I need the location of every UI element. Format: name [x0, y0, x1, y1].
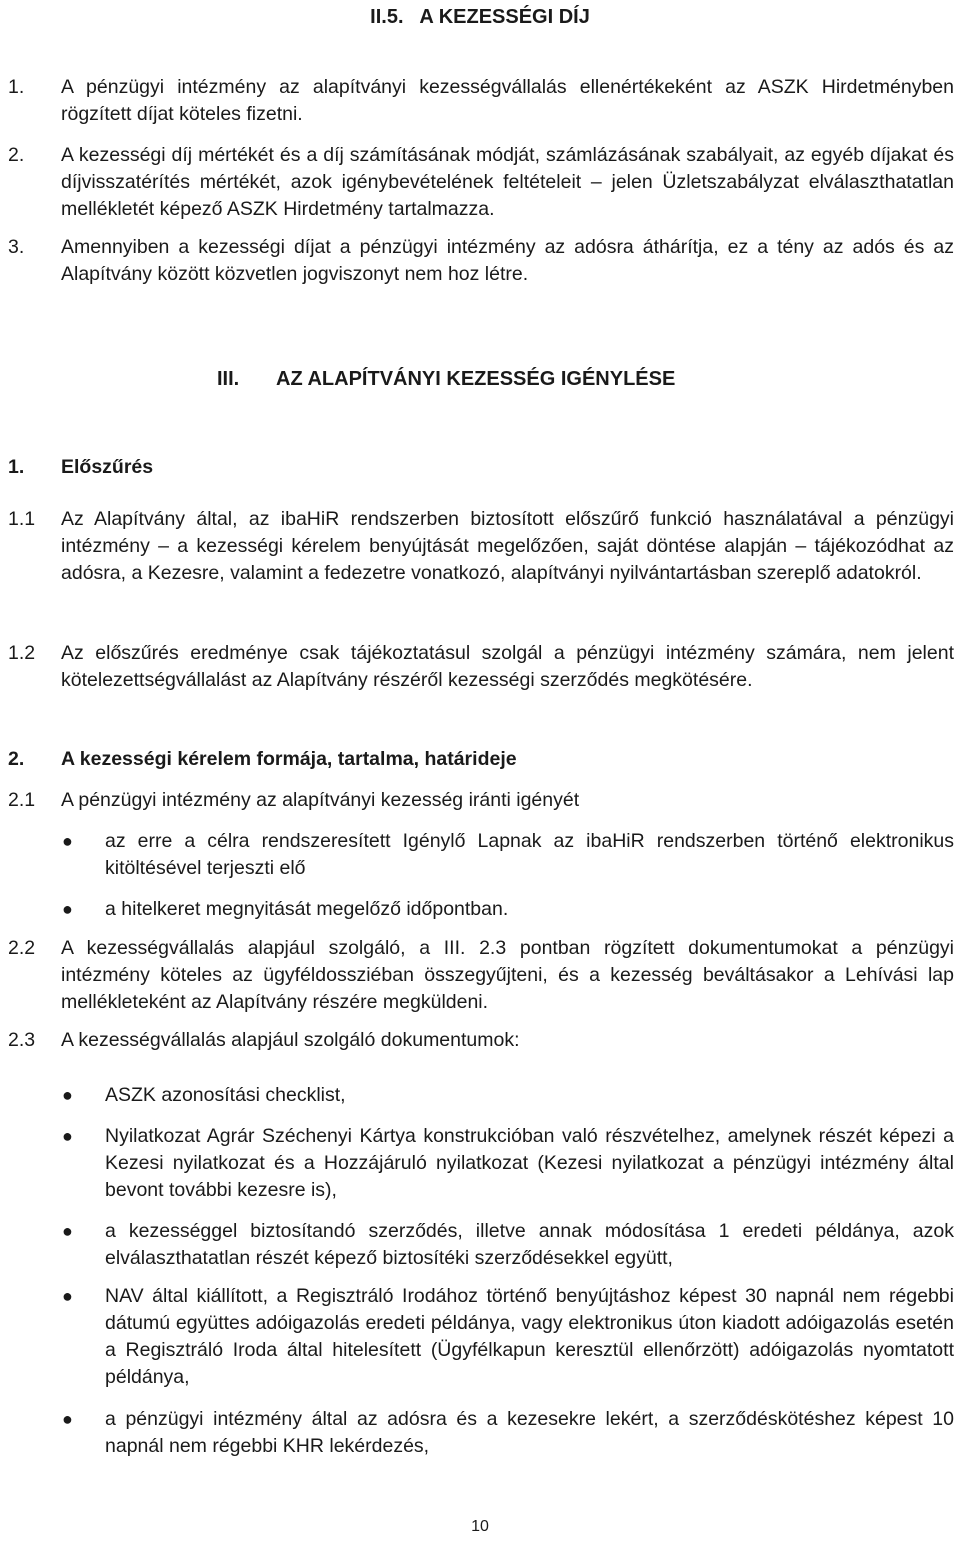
- item-number: 3.: [8, 236, 25, 258]
- paragraph: Az előszűrés eredménye csak tájékoztatásul szolgál a pénzügyi intézmény számára, nem jelent kötelezettségvállalást az Alapítvány részéről kezességi szerződés megkötésére.: [61, 642, 954, 691]
- subsection-number: 2.: [8, 748, 25, 770]
- bullet-icon: ●: [62, 1286, 73, 1306]
- paragraph: A kezességi díj mértékét és a díj számításának módját, számlázásának szabályait, az egyéb díjakat és díjvisszatérítés mértékét, azok igénybevételének feltételeit – jelen Üzletszabályzat elválaszthatatlan mellékletét képező ASZK Hirdetmény tartalmazza.: [61, 144, 954, 220]
- list-item: a kezességgel biztosítandó szerződés, illetve annak módosítása 1 eredeti példánya, azok elválaszthatatlan részét képező biztosítéki szerződésekkel együtt,: [105, 1220, 954, 1269]
- paragraph: Az Alapítvány által, az ibaHiR rendszerben biztosított előszűrő funkció használatával a pénzügyi intézmény – a kezességi kérelem benyújtását megelőzően, saját döntése alapján – tájékozódhat az adósra, a Kezesre, valamint a fedezetre vonatkozó, alapítványi nyilvántartásban szereplő adatokról.: [61, 508, 954, 584]
- list-item: ASZK azonosítási checklist,: [105, 1084, 346, 1106]
- subsection-number: 1.: [8, 456, 25, 478]
- paragraph: A pénzügyi intézmény az alapítványi kezességvállalás ellenértékeként az ASZK Hirdetményben rögzített díjat köteles fizetni.: [61, 76, 954, 125]
- page-number: 10: [471, 1518, 489, 1535]
- paragraph: A pénzügyi intézmény az alapítványi kezesség iránti igényét: [61, 789, 580, 811]
- list-item: NAV által kiállított, a Regisztráló Irodához történő benyújtáshoz képest 30 napnál nem régebbi dátumú együttes adóigazolás eredeti példánya, vagy elektronikus úton kiadott adóigazolás esetén a Regisztráló Iroda által hitelesített (Ügyfélkapun keresztül ellenőrzött) adóigazolás nyomtatott példánya,: [105, 1285, 954, 1388]
- bullet-icon: ●: [62, 899, 73, 919]
- paragraph: A kezességvállalás alapjául szolgáló, a III. 2.3 pontban rögzített dokumentumokat a pénzügyi intézmény köteles az ügyféldossziéban összegyűjteni, és a kezesség beváltásakor a Lehívási lap mellékleteként az Alapítvány részére megküldeni.: [61, 937, 954, 1013]
- bullet-icon: ●: [62, 1221, 73, 1241]
- chapter-roman-numeral: III.: [217, 368, 240, 390]
- bullet-icon: ●: [62, 1085, 73, 1105]
- list-item: a hitelkeret megnyitását megelőző időpontban.: [105, 898, 509, 920]
- bullet-icon: ●: [62, 831, 73, 851]
- paragraph-number: 2.3: [8, 1029, 36, 1051]
- paragraph-number: 2.1: [8, 789, 36, 811]
- paragraph-number: 1.2: [8, 642, 36, 664]
- bullet-icon: ●: [62, 1126, 73, 1146]
- list-item: az erre a célra rendszeresített Igénylő Lapnak az ibaHiR rendszerben történő elektronikus kitöltésével terjeszti elő: [105, 830, 954, 879]
- paragraph: A kezességvállalás alapjául szolgáló dokumentumok:: [61, 1029, 520, 1051]
- paragraph-number: 1.1: [8, 508, 36, 530]
- bullet-icon: ●: [62, 1409, 73, 1429]
- subsection-title: Előszűrés: [61, 456, 154, 478]
- item-number: 1.: [8, 76, 25, 98]
- chapter-title: AZ ALAPÍTVÁNYI KEZESSÉG IGÉNYLÉSE: [276, 368, 676, 390]
- list-item: Nyilatkozat Agrár Széchenyi Kártya konstrukcióban való részvételhez, amelynek részét képezi a Kezesi nyilatkozat és a Hozzájáruló nyilatkozat (Kezesi nyilatkozat a pénzügyi intézmény által bevont további kezesre is),: [105, 1125, 954, 1201]
- item-number: 2.: [8, 144, 25, 166]
- section-title: II.5. A KEZESSÉGI DÍJ: [370, 6, 590, 28]
- subsection-title: A kezességi kérelem formája, tartalma, határideje: [61, 748, 517, 770]
- paragraph-number: 2.2: [8, 937, 36, 959]
- paragraph: Amennyiben a kezességi díjat a pénzügyi intézmény az adósra áthárítja, ez a tény az adós és az Alapítvány között közvetlen jogviszonyt nem hoz létre.: [61, 236, 954, 285]
- list-item: a pénzügyi intézmény által az adósra és a kezesekre lekért, a szerződéskötéshez képest 10 napnál nem régebbi KHR lekérdezés,: [105, 1408, 954, 1457]
